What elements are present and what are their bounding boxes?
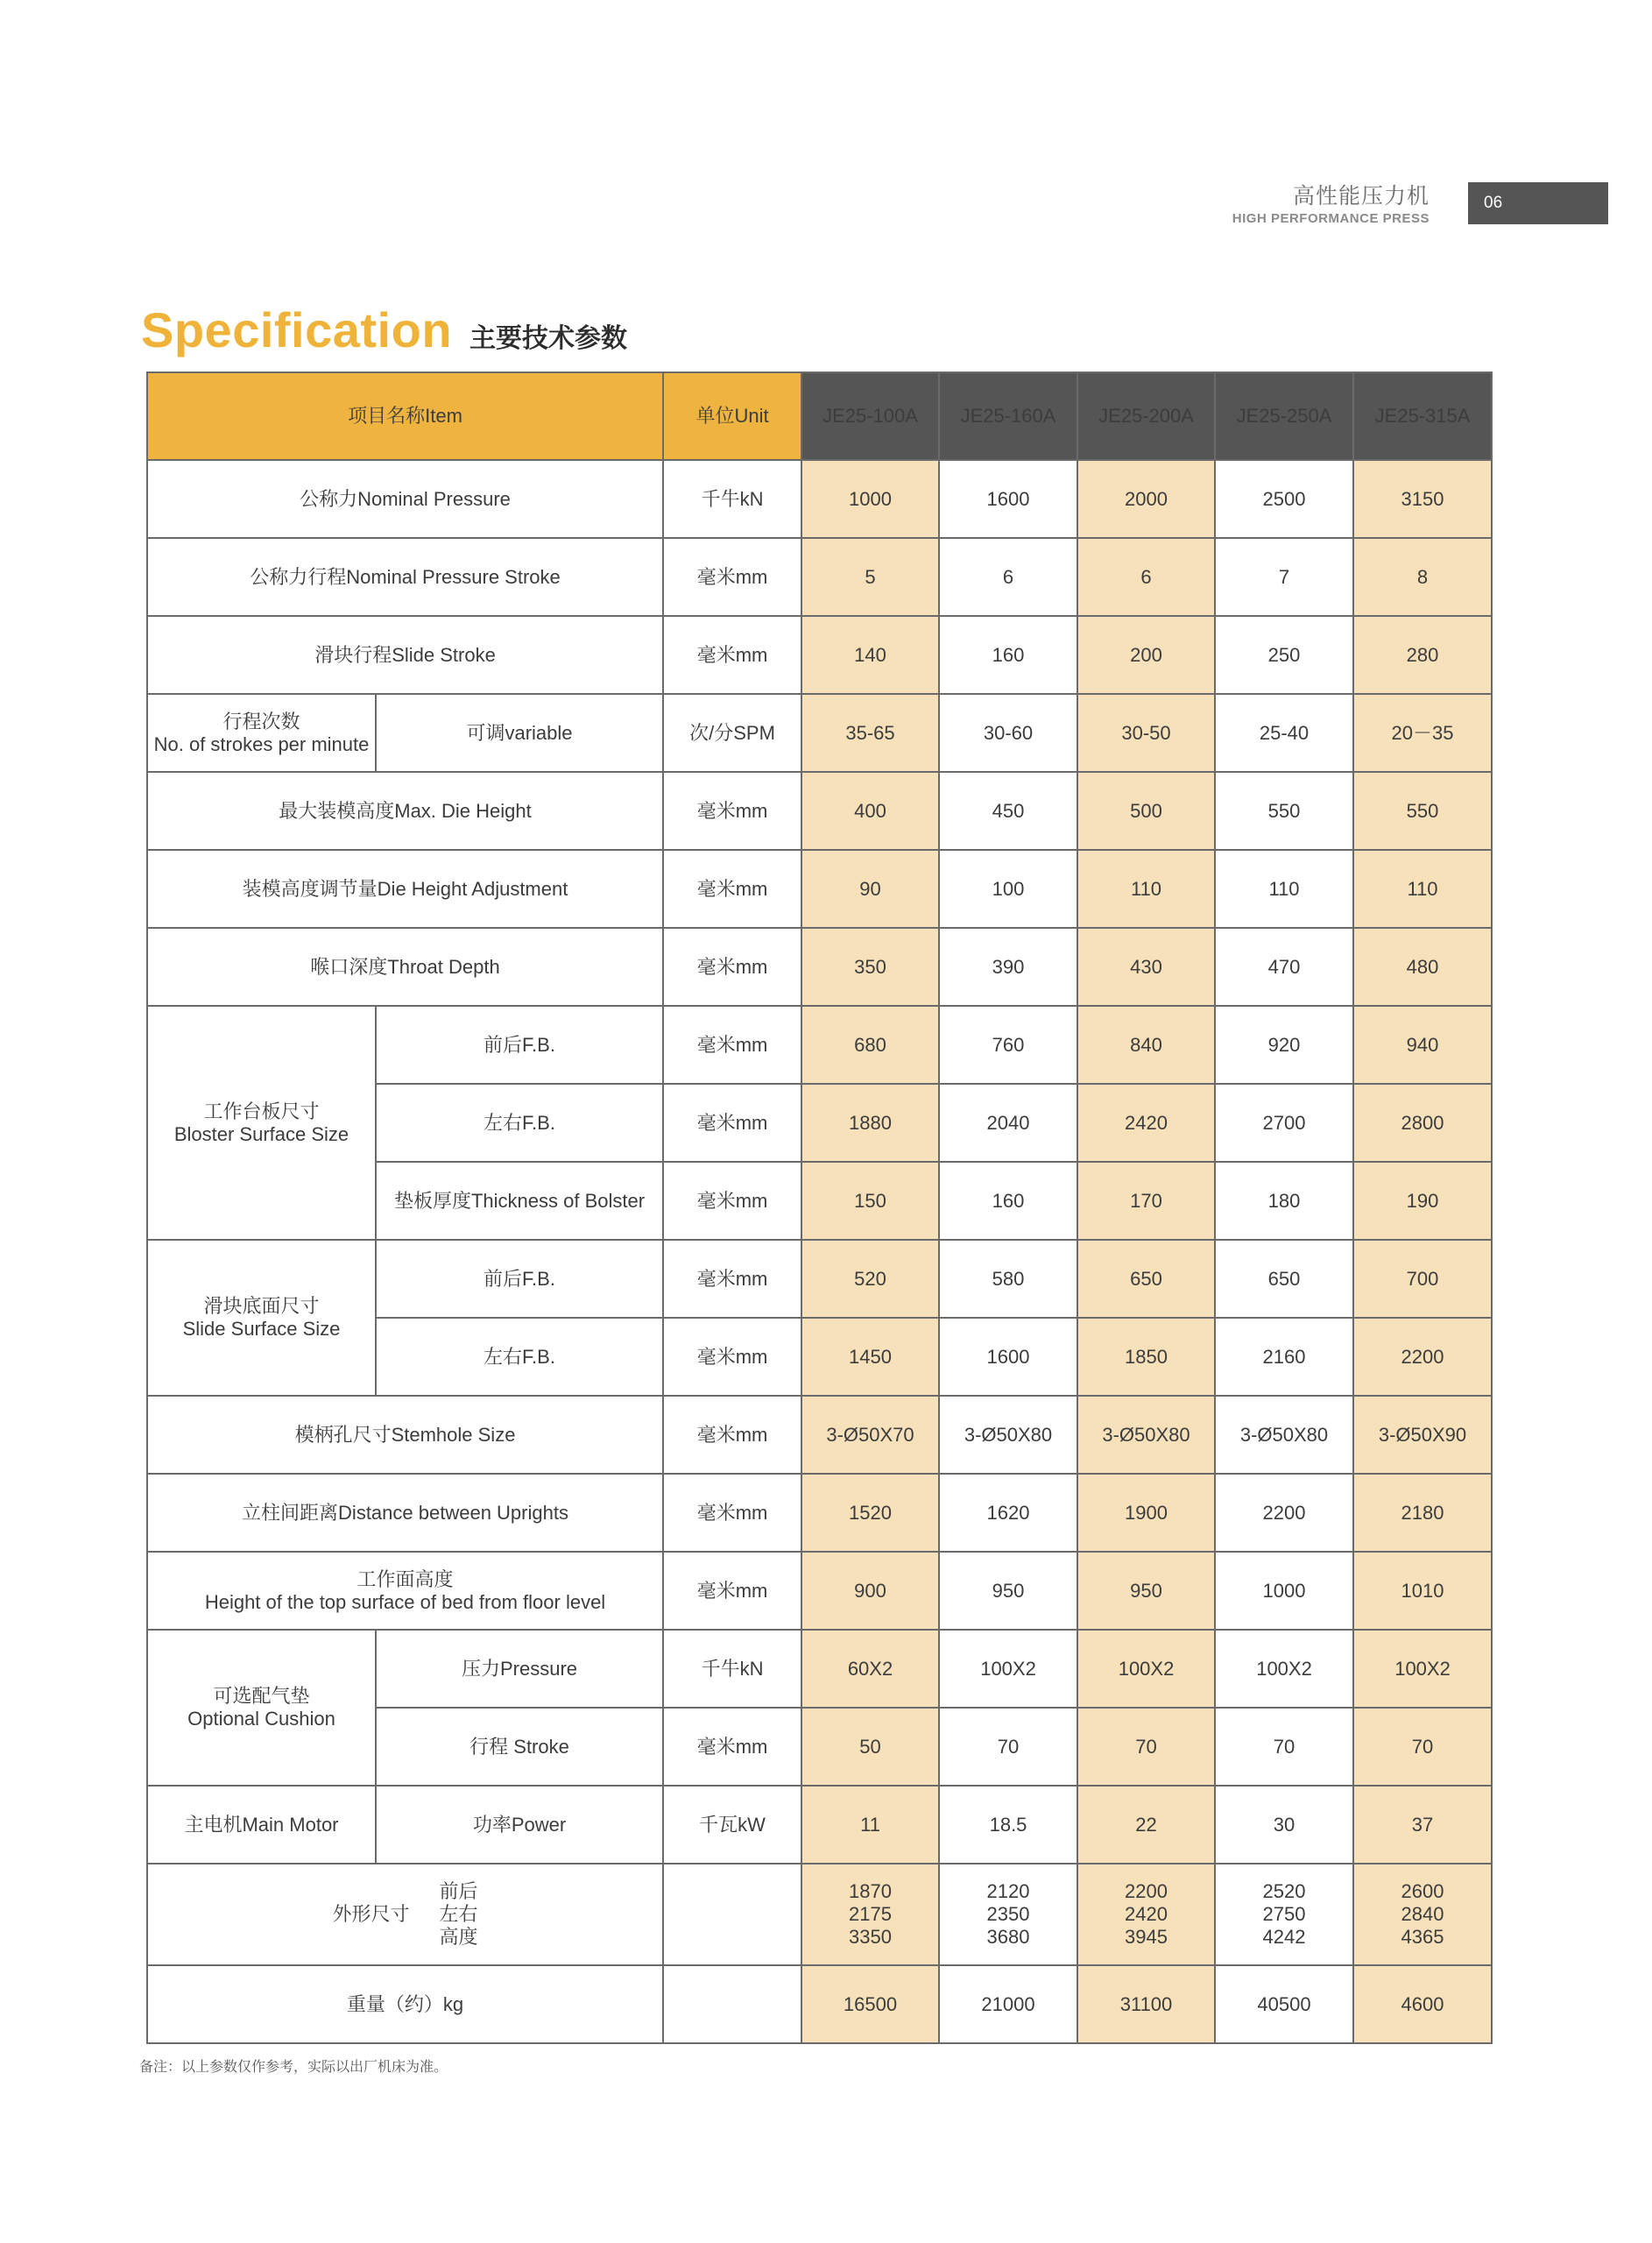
dimension-value: 2840	[1401, 1903, 1444, 1925]
value-cell: 580	[939, 1240, 1077, 1318]
row-label-en: Height of the top surface of bed from floor level	[204, 1590, 606, 1613]
dimension-value: 2420	[1125, 1903, 1168, 1925]
dimension-value: 2600	[1401, 1880, 1444, 1902]
value-cell: 1600	[939, 460, 1077, 538]
dimension-value: 2120	[986, 1880, 1030, 1902]
value-cell: 480	[1353, 928, 1492, 1006]
value-cell: 7	[1215, 538, 1353, 616]
table-row	[147, 1006, 1492, 1084]
section-title-cn: 主要技术参数	[469, 324, 628, 353]
value-cell: 2160	[1215, 1318, 1353, 1396]
value-cell: 3-Ø50X80	[1077, 1396, 1215, 1474]
row-label: 立柱间距离Distance between Uprights	[147, 1474, 663, 1552]
value-cell: 650	[1077, 1240, 1215, 1318]
value-cell	[801, 1864, 939, 1965]
table-row	[147, 1240, 1492, 1318]
value-cell: 4600	[1353, 1965, 1492, 2043]
value-cell: 170	[1077, 1162, 1215, 1240]
dimensions-sub-label: 左右	[439, 1903, 478, 1925]
value-cell	[939, 1864, 1077, 1965]
row-label: 喉口深度Throat Depth	[147, 928, 663, 1006]
value-cell: 1900	[1077, 1474, 1215, 1552]
header-unit: 单位Unit	[663, 372, 801, 460]
row-unit	[663, 1864, 801, 1965]
value-cell: 390	[939, 928, 1077, 1006]
value-cell: 2420	[1077, 1084, 1215, 1162]
page-number-box	[1468, 182, 1608, 224]
section-title	[141, 301, 627, 358]
row-group-label-cn: 滑块底面尺寸	[203, 1295, 320, 1317]
header-model: JE25-250A	[1215, 372, 1353, 460]
table-row	[147, 1552, 1492, 1630]
row-label	[147, 1552, 663, 1630]
value-cell: 1850	[1077, 1318, 1215, 1396]
value-cell: 25-40	[1215, 694, 1353, 772]
footnote: 备注：以上参数仅作参考，实际以出厂机床为准。	[139, 2060, 448, 2075]
header-model: JE25-315A	[1353, 372, 1492, 460]
value-cell: 1000	[1215, 1552, 1353, 1630]
table-row	[147, 694, 1492, 772]
dimension-value: 2520	[1262, 1880, 1306, 1902]
value-cell: 30-50	[1077, 694, 1215, 772]
value-cell: 680	[801, 1006, 939, 1084]
row-label: 滑块行程Slide Stroke	[147, 616, 663, 694]
row-label-cn: 工作面高度	[357, 1567, 454, 1590]
value-cell: 31100	[1077, 1965, 1215, 2043]
value-cell: 180	[1215, 1162, 1353, 1240]
row-group-label	[147, 694, 376, 772]
row-label: 公称力行程Nominal Pressure Stroke	[147, 538, 663, 616]
value-cell: 6	[1077, 538, 1215, 616]
row-group-label-cn: 可选配气垫	[213, 1685, 310, 1707]
row-group-label-en: No. of strokes per minute	[153, 732, 370, 755]
row-group-label-en: Bloster Surface Size	[173, 1122, 349, 1145]
row-unit: 次/分SPM	[663, 694, 801, 772]
row-sub-label: 行程 Stroke	[376, 1708, 663, 1786]
table-row	[147, 1474, 1492, 1552]
value-cell: 150	[801, 1162, 939, 1240]
value-cell: 2700	[1215, 1084, 1353, 1162]
value-cell: 400	[801, 772, 939, 850]
table-row	[147, 1396, 1492, 1474]
table-row	[147, 1630, 1492, 1708]
row-group-label-en: Optional Cushion	[187, 1708, 335, 1730]
value-cell: 350	[801, 928, 939, 1006]
value-cell: 520	[801, 1240, 939, 1318]
row-sub-label: 左右F.B.	[376, 1084, 663, 1162]
value-cell: 110	[1077, 850, 1215, 928]
row-sub-label: 可调variable	[376, 694, 663, 772]
value-cell: 11	[801, 1786, 939, 1864]
row-unit: 千瓦kW	[663, 1786, 801, 1864]
row-label: 模柄孔尺寸Stemhole Size	[147, 1396, 663, 1474]
value-cell: 160	[939, 616, 1077, 694]
value-cell: 35-65	[801, 694, 939, 772]
dimension-value: 2200	[1125, 1880, 1168, 1902]
value-cell: 3-Ø50X70	[801, 1396, 939, 1474]
value-cell: 100X2	[1077, 1630, 1215, 1708]
table-row	[147, 1864, 1492, 1965]
header-title-cn: 高性能压力机	[1292, 184, 1430, 209]
table-row	[147, 538, 1492, 616]
value-cell: 450	[939, 772, 1077, 850]
row-unit: 毫米mm	[663, 1006, 801, 1084]
value-cell: 2200	[1215, 1474, 1353, 1552]
row-label	[147, 1864, 663, 1965]
table-row	[147, 1965, 1492, 2043]
dimension-value: 3680	[986, 1926, 1030, 1948]
dimension-value: 3350	[849, 1926, 892, 1948]
row-unit: 毫米mm	[663, 1396, 801, 1474]
row-sub-label: 压力Pressure	[376, 1630, 663, 1708]
value-cell: 900	[801, 1552, 939, 1630]
value-cell: 1600	[939, 1318, 1077, 1396]
value-cell: 70	[1215, 1708, 1353, 1786]
row-sub-label: 垫板厚度Thickness of Bolster	[376, 1162, 663, 1240]
value-cell: 700	[1353, 1240, 1492, 1318]
value-cell: 950	[939, 1552, 1077, 1630]
value-cell: 3-Ø50X90	[1353, 1396, 1492, 1474]
dimension-value: 1870	[849, 1880, 892, 1902]
header-model: JE25-200A	[1077, 372, 1215, 460]
value-cell: 110	[1215, 850, 1353, 928]
value-cell: 940	[1353, 1006, 1492, 1084]
value-cell: 140	[801, 616, 939, 694]
spec-table	[146, 371, 1493, 2044]
page-number: 06	[1484, 194, 1503, 212]
row-unit: 毫米mm	[663, 616, 801, 694]
value-cell: 760	[939, 1006, 1077, 1084]
row-unit: 千牛kN	[663, 1630, 801, 1708]
value-cell: 50	[801, 1708, 939, 1786]
row-label: 装模高度调节量Die Height Adjustment	[147, 850, 663, 928]
row-unit: 毫米mm	[663, 1084, 801, 1162]
value-cell: 3150	[1353, 460, 1492, 538]
row-label: 重量（约）kg	[147, 1965, 663, 2043]
value-cell: 3-Ø50X80	[939, 1396, 1077, 1474]
value-cell: 550	[1215, 772, 1353, 850]
value-cell: 5	[801, 538, 939, 616]
value-cell: 22	[1077, 1786, 1215, 1864]
value-cell	[1077, 1864, 1215, 1965]
section-title-en: Specification	[141, 302, 453, 357]
value-cell: 21000	[939, 1965, 1077, 2043]
row-sub-label: 前后F.B.	[376, 1006, 663, 1084]
row-unit: 千牛kN	[663, 460, 801, 538]
value-cell: 70	[939, 1708, 1077, 1786]
value-cell: 16500	[801, 1965, 939, 2043]
value-cell: 60X2	[801, 1630, 939, 1708]
header-model: JE25-160A	[939, 372, 1077, 460]
value-cell: 37	[1353, 1786, 1492, 1864]
value-cell: 280	[1353, 616, 1492, 694]
value-cell: 2800	[1353, 1084, 1492, 1162]
value-cell: 1520	[801, 1474, 939, 1552]
row-unit: 毫米mm	[663, 772, 801, 850]
value-cell: 1000	[801, 460, 939, 538]
value-cell: 840	[1077, 1006, 1215, 1084]
value-cell: 1010	[1353, 1552, 1492, 1630]
row-unit: 毫米mm	[663, 928, 801, 1006]
row-label: 最大装模高度Max. Die Height	[147, 772, 663, 850]
value-cell: 2040	[939, 1084, 1077, 1162]
table-header-row	[147, 372, 1492, 460]
dimension-value: 3945	[1125, 1926, 1168, 1948]
value-cell	[1353, 1864, 1492, 1965]
value-cell: 2180	[1353, 1474, 1492, 1552]
row-group-label	[147, 1006, 376, 1240]
value-cell: 100X2	[1215, 1630, 1353, 1708]
row-unit: 毫米mm	[663, 1318, 801, 1396]
table-row	[147, 928, 1492, 1006]
table-row	[147, 1786, 1492, 1864]
dimension-value: 2750	[1262, 1903, 1306, 1925]
table-row	[147, 616, 1492, 694]
value-cell: 500	[1077, 772, 1215, 850]
row-unit: 毫米mm	[663, 538, 801, 616]
value-cell: 2200	[1353, 1318, 1492, 1396]
header-title-en: HIGH PERFORMANCE PRESS	[1232, 211, 1430, 226]
dimension-value: 2350	[986, 1903, 1030, 1925]
header-model: JE25-100A	[801, 372, 939, 460]
value-cell: 100	[939, 850, 1077, 928]
row-group-label	[147, 1630, 376, 1786]
value-cell: 950	[1077, 1552, 1215, 1630]
value-cell: 200	[1077, 616, 1215, 694]
value-cell: 430	[1077, 928, 1215, 1006]
row-group-label-cn: 行程次数	[222, 710, 300, 732]
dimension-value: 2175	[849, 1903, 892, 1925]
value-cell: 1620	[939, 1474, 1077, 1552]
row-group-label	[147, 1240, 376, 1396]
row-unit: 毫米mm	[663, 1474, 801, 1552]
row-unit: 毫米mm	[663, 1162, 801, 1240]
value-cell: 100X2	[1353, 1630, 1492, 1708]
row-group-label-en: Slide Surface Size	[182, 1318, 341, 1340]
row-unit	[663, 1965, 801, 2043]
row-unit: 毫米mm	[663, 1552, 801, 1630]
row-group-label-cn: 工作台板尺寸	[203, 1100, 320, 1122]
value-cell: 1450	[801, 1318, 939, 1396]
value-cell: 920	[1215, 1006, 1353, 1084]
row-unit: 毫米mm	[663, 1708, 801, 1786]
header-item: 项目名称Item	[147, 372, 663, 460]
row-unit: 毫米mm	[663, 850, 801, 928]
dimension-value: 4242	[1262, 1926, 1306, 1948]
row-label: 主电机Main Motor	[147, 1786, 376, 1864]
value-cell	[1215, 1864, 1353, 1965]
dimensions-sub-label: 前后	[439, 1880, 478, 1902]
value-cell: 8	[1353, 538, 1492, 616]
table-row	[147, 772, 1492, 850]
dimension-value: 4365	[1401, 1926, 1444, 1948]
row-sub-label: 左右F.B.	[376, 1318, 663, 1396]
row-sub-label: 功率Power	[376, 1786, 663, 1864]
value-cell: 250	[1215, 616, 1353, 694]
dimensions-label: 外形尺寸	[332, 1903, 410, 1925]
value-cell: 190	[1353, 1162, 1492, 1240]
value-cell: 18.5	[939, 1786, 1077, 1864]
value-cell: 30	[1215, 1786, 1353, 1864]
value-cell: 160	[939, 1162, 1077, 1240]
value-cell: 100X2	[939, 1630, 1077, 1708]
value-cell: 90	[801, 850, 939, 928]
value-cell: 3-Ø50X80	[1215, 1396, 1353, 1474]
value-cell: 650	[1215, 1240, 1353, 1318]
value-cell: 6	[939, 538, 1077, 616]
value-cell: 70	[1077, 1708, 1215, 1786]
dimensions-sub-label: 高度	[439, 1926, 478, 1948]
row-sub-label: 前后F.B.	[376, 1240, 663, 1318]
value-cell: 110	[1353, 850, 1492, 928]
value-cell: 30-60	[939, 694, 1077, 772]
value-cell: 70	[1353, 1708, 1492, 1786]
value-cell: 2000	[1077, 460, 1215, 538]
table-row	[147, 460, 1492, 538]
value-cell: 1880	[801, 1084, 939, 1162]
row-label: 公称力Nominal Pressure	[147, 460, 663, 538]
row-unit: 毫米mm	[663, 1240, 801, 1318]
value-cell: 40500	[1215, 1965, 1353, 2043]
value-cell: 550	[1353, 772, 1492, 850]
table-row	[147, 850, 1492, 928]
value-cell: 20－35	[1353, 694, 1492, 772]
value-cell: 2500	[1215, 460, 1353, 538]
value-cell: 470	[1215, 928, 1353, 1006]
